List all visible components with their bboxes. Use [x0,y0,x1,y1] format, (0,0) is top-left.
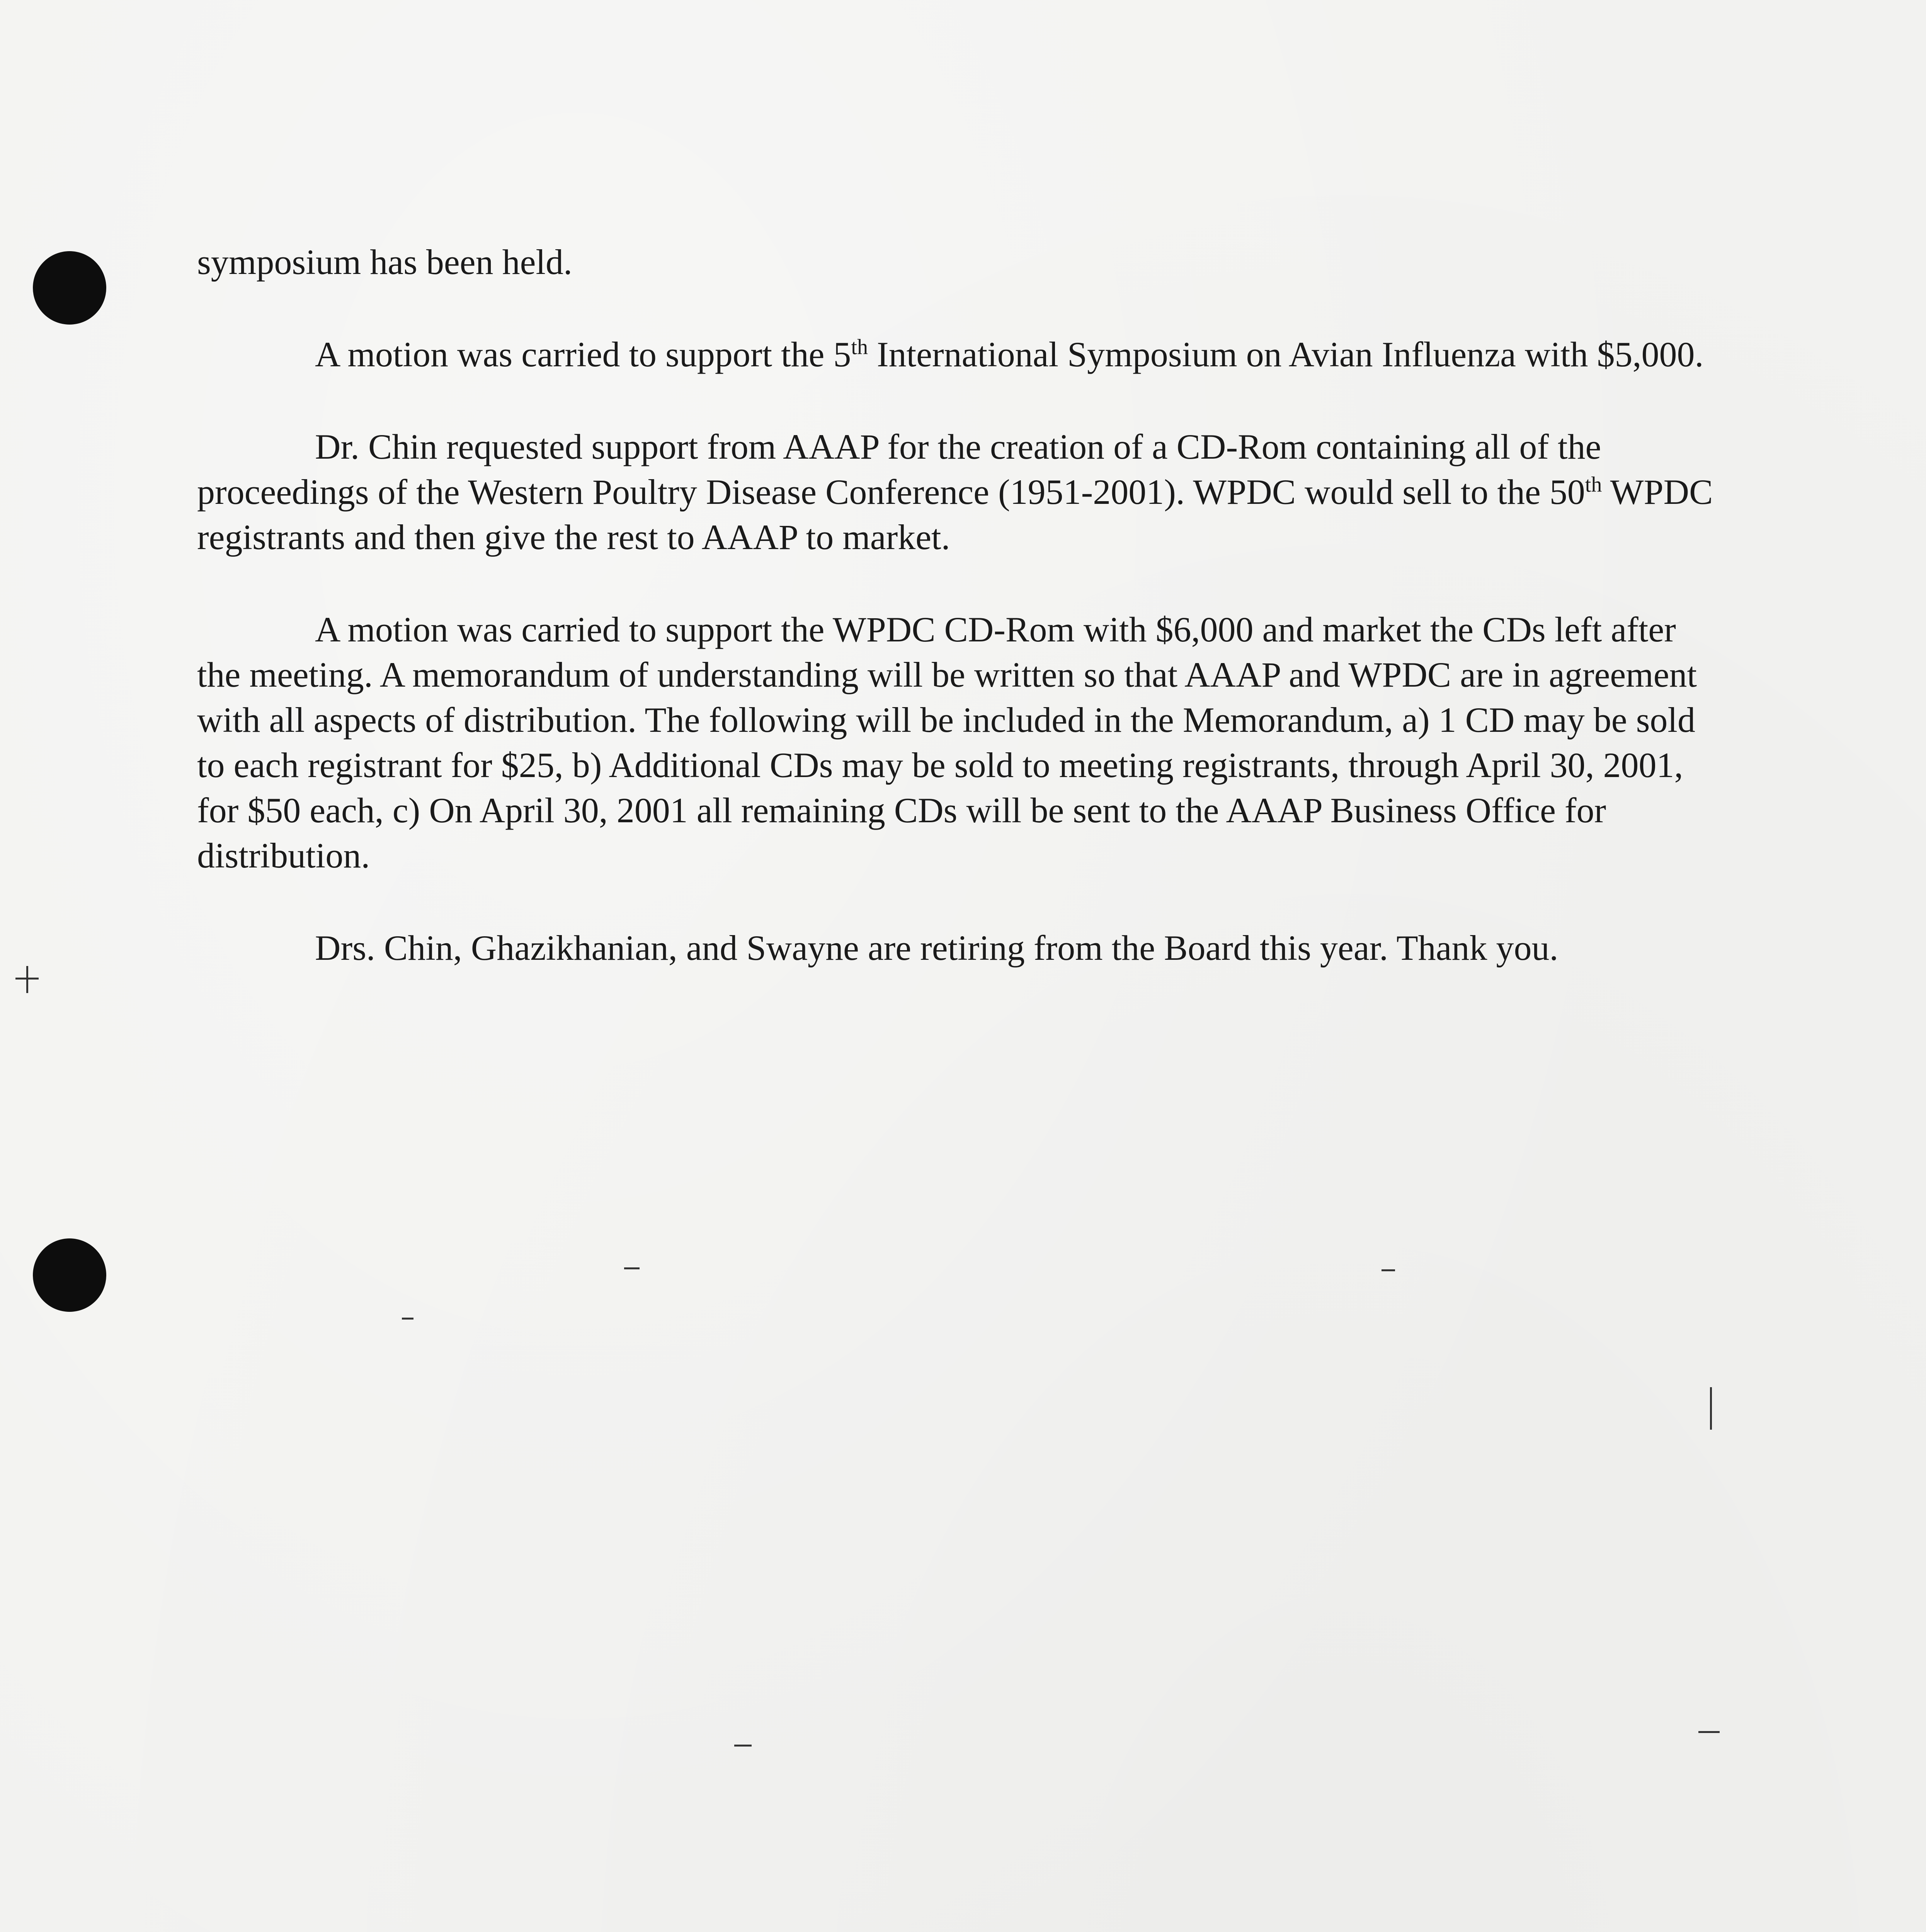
scan-mark [1698,1731,1720,1733]
paragraph-text: WPDC registrants and then give the rest to AAAP to market. [197,472,1713,557]
scan-mark [402,1318,413,1320]
paragraph-avian-influenza-motion [197,332,1727,377]
scan-mark [624,1267,640,1269]
paragraph-text: A motion was carried to support the 5 [315,335,851,374]
punch-hole-middle [33,1238,106,1312]
scan-mark [1710,1387,1712,1430]
scan-mark [1382,1269,1395,1271]
paragraph-text: International Symposium on Avian Influenza with $5,000. [868,335,1704,374]
ordinal-suffix: th [851,335,868,359]
paragraph-cdrom-request [197,424,1727,560]
paragraph-board-retirements: Drs. Chin, Ghazikhanian, and Swayne are retiring from the Board this year. Thank you. [315,928,1558,968]
paragraph-symposium-held: symposium has been held. [197,242,572,282]
paragraph-text: Dr. Chin requested support from AAAP for the creation of a CD-Rom containing all of the proceedings of the Western Poultry Disease Conference (1951-2001). WPDC would sell to the 50 [197,427,1601,512]
ordinal-suffix: th [1585,473,1602,497]
scan-mark [734,1745,752,1747]
document-body [197,240,1727,1018]
paragraph-cdrom-motion: A motion was carried to support the WPDC CD-Rom with $6,000 and market the CDs left after the meeting. A memorandum of understanding will be written so that AAAP and WPDC are in agreement with all aspects of distribution. The following will be included in the Memorandum, a) 1 CD may be sold to each registrant for $25, b) Additional CDs may be sold to meeting registrants, through April 30, 2001, for $50 each, c) On April 30, 2001 all remaining CDs will be sent to the AAAP Business Office for distribution. [197,610,1697,875]
scan-mark [26,966,28,993]
punch-hole-top [33,251,106,325]
